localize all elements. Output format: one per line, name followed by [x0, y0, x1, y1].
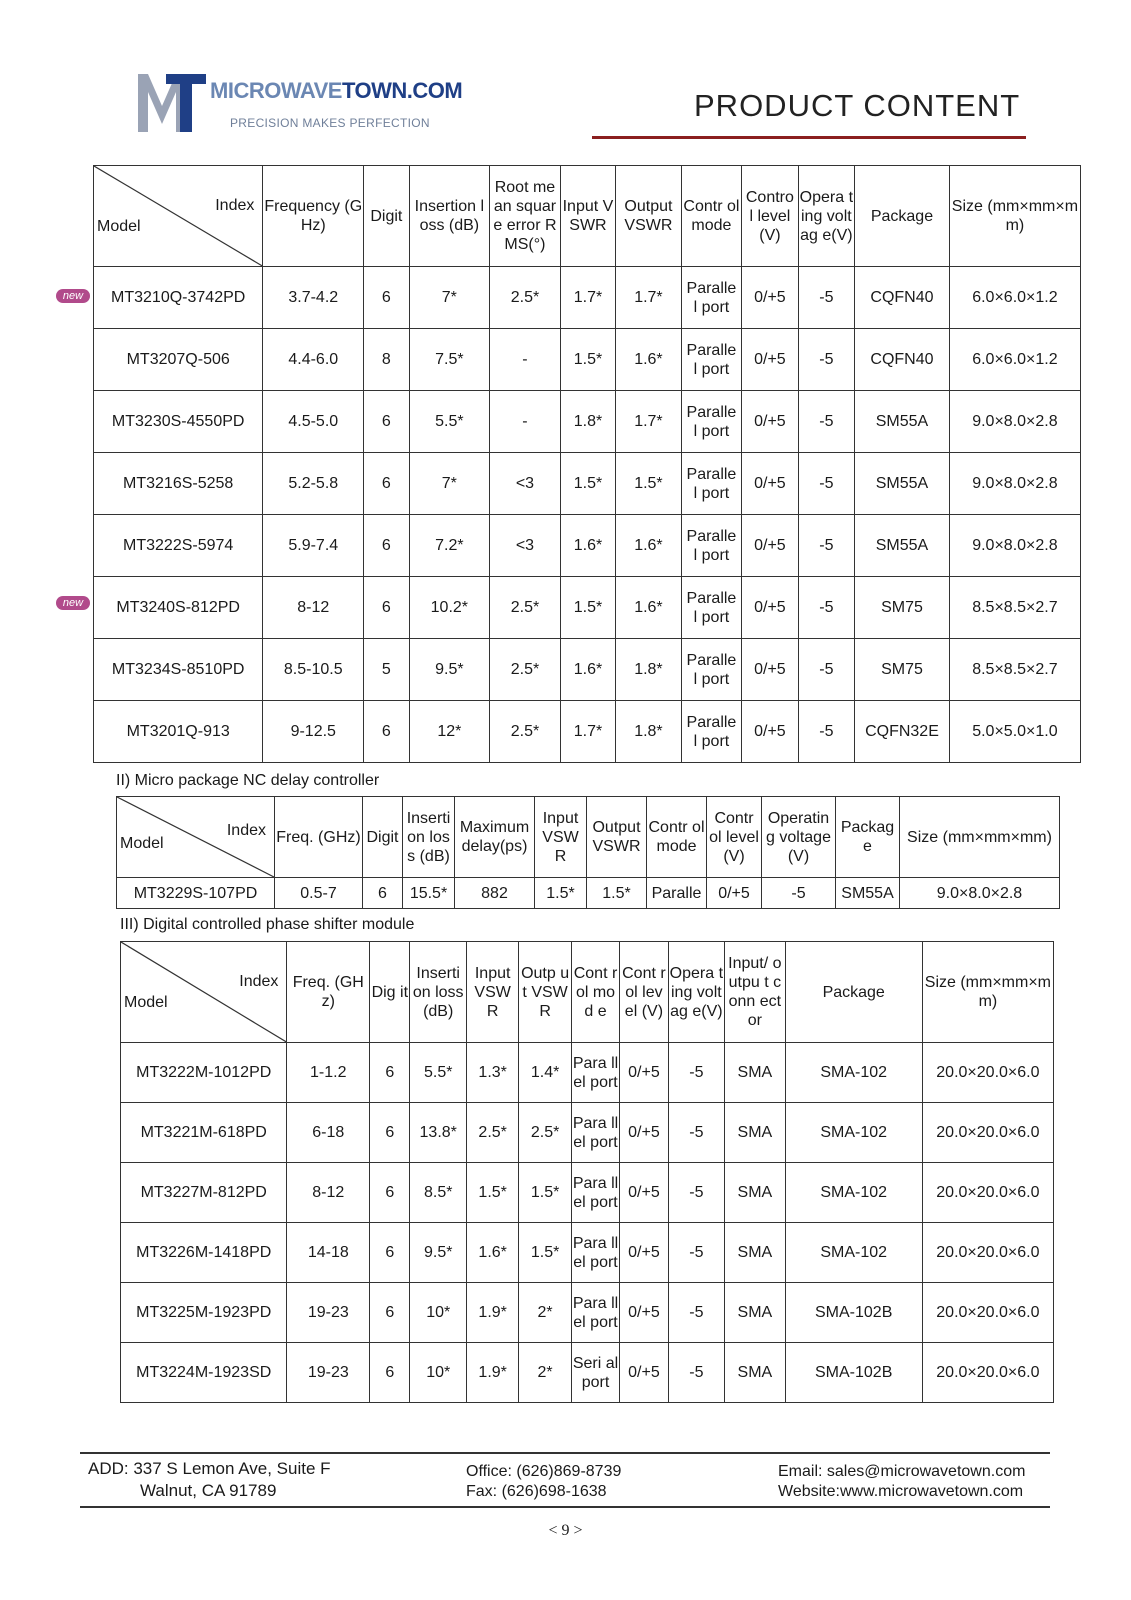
table-cell: 0/+5	[620, 1103, 668, 1163]
section-label: III) Digital controlled phase shifter module	[120, 916, 415, 933]
table-cell: 0/+5	[742, 639, 798, 701]
table-cell: SMA-102	[785, 1043, 922, 1103]
table-cell: -5	[668, 1223, 724, 1283]
table-cell: 0.5-7	[275, 878, 363, 909]
table-cell: 6	[370, 1283, 410, 1343]
table-cell: 0/+5	[742, 391, 798, 453]
table-cell: Para llel port	[571, 1223, 619, 1283]
column-header: Input VSW R	[466, 942, 518, 1043]
table-cell: 7.2*	[409, 515, 490, 577]
table-cell: SM75	[855, 577, 950, 639]
table-cell: 1.7*	[616, 267, 682, 329]
table-cell: Paralle l port	[681, 577, 741, 639]
table-cell: 1.8*	[616, 639, 682, 701]
footer-email: Email: sales@microwavetown.com	[778, 1463, 1026, 1480]
table-row	[94, 639, 1081, 701]
table-cell: CQFN32E	[855, 701, 950, 763]
table-cell: 9.5*	[409, 639, 490, 701]
table-row	[94, 391, 1081, 453]
column-header: Contr ol mode	[647, 797, 707, 878]
table-cell: 2*	[519, 1283, 571, 1343]
table-cell: 6	[370, 1163, 410, 1223]
table-cell: 4.5-5.0	[263, 391, 364, 453]
footer-bottom-rule	[80, 1506, 1050, 1508]
table-cell: 1.7*	[560, 267, 615, 329]
table-cell: -5	[798, 577, 854, 639]
table-cell: SMA	[725, 1163, 786, 1223]
table-cell: SMA-102	[785, 1103, 922, 1163]
table-cell: 9.0×8.0×2.8	[949, 453, 1080, 515]
table-cell: 6	[364, 391, 409, 453]
table-cell: 9.0×8.0×2.8	[949, 515, 1080, 577]
table-cell: SMA-102B	[785, 1283, 922, 1343]
table-header-row	[94, 166, 1081, 267]
table-cell: -5	[762, 878, 836, 909]
table-cell: 1.5*	[587, 878, 647, 909]
column-header: Input/ outpu t conn ector	[725, 942, 786, 1043]
table-cell: -5	[668, 1343, 724, 1403]
table-cell: 1.6*	[616, 515, 682, 577]
table-cell: -5	[798, 329, 854, 391]
table-cell: <3	[490, 453, 561, 515]
table-cell: -5	[668, 1163, 724, 1223]
table-cell: Paralle l port	[681, 391, 741, 453]
table-cell: 20.0×20.0×6.0	[922, 1043, 1053, 1103]
column-header: Size (mm×mm×mm)	[900, 797, 1060, 878]
phase-shifter-module-table	[120, 941, 1054, 1403]
table-cell: 6	[364, 267, 409, 329]
table-cell: Seri al port	[571, 1343, 619, 1403]
table-cell: SM75	[855, 639, 950, 701]
table-cell: <3	[490, 515, 561, 577]
column-header: Frequency (GHz)	[263, 166, 364, 267]
table-cell: 882	[455, 878, 535, 909]
column-header: Contr ol mode	[681, 166, 741, 267]
column-header: Insertion loss (dB)	[409, 166, 490, 267]
table-row	[121, 1283, 1054, 1343]
table-cell: 6	[370, 1043, 410, 1103]
model-cell: MT3240S-812PD	[94, 577, 263, 639]
table-cell: Paralle l port	[681, 453, 741, 515]
table-cell: 9.5*	[410, 1223, 466, 1283]
table-cell: 1.5*	[560, 577, 615, 639]
table-cell: 1.4*	[519, 1043, 571, 1103]
table-cell: Para llel port	[571, 1103, 619, 1163]
column-header: Cont rol level (V)	[620, 942, 668, 1043]
column-header: Maximum delay(ps)	[455, 797, 535, 878]
column-header: Digit	[363, 797, 403, 878]
table-cell: -	[490, 329, 561, 391]
table-row	[117, 878, 1060, 909]
table-cell: 1.5*	[560, 453, 615, 515]
table-cell: 1-1.2	[287, 1043, 370, 1103]
column-header: Operatin g voltage (V)	[762, 797, 836, 878]
model-cell: MT3226M-1418PD	[121, 1223, 287, 1283]
table-cell: 2*	[519, 1343, 571, 1403]
table-cell: SMA	[725, 1283, 786, 1343]
table-cell: -5	[798, 391, 854, 453]
table-cell: 1.5*	[519, 1163, 571, 1223]
table-row	[121, 1343, 1054, 1403]
table-cell: Para llel port	[571, 1163, 619, 1223]
table-cell: 13.8*	[410, 1103, 466, 1163]
table-cell: 1.9*	[466, 1343, 518, 1403]
column-header: Inserti on loss (dB)	[403, 797, 455, 878]
table-cell: 0/+5	[620, 1043, 668, 1103]
table-header-row	[117, 797, 1060, 878]
table-cell: 1.5*	[466, 1163, 518, 1223]
table-cell: 6	[370, 1343, 410, 1403]
table-cell: 1.5*	[560, 329, 615, 391]
footer-office-phone: Office: (626)869-8739	[466, 1463, 622, 1480]
table-row	[94, 577, 1081, 639]
model-cell: MT3221M-618PD	[121, 1103, 287, 1163]
model-cell: MT3229S-107PD	[117, 878, 275, 909]
column-header: Cont rol mod e	[571, 942, 619, 1043]
table-cell: -5	[798, 639, 854, 701]
table-cell: 6	[363, 878, 403, 909]
title-underline	[592, 136, 1026, 139]
table-cell: SMA	[725, 1223, 786, 1283]
table-cell: -5	[668, 1283, 724, 1343]
column-header: Output VSWR	[587, 797, 647, 878]
column-header: Input VSWR	[560, 166, 615, 267]
table-cell: Paralle l port	[681, 515, 741, 577]
table-cell: 8	[364, 329, 409, 391]
table-row	[121, 1163, 1054, 1223]
table-cell: 2.5*	[490, 577, 561, 639]
table-cell: 1.6*	[616, 577, 682, 639]
table-cell: 2.5*	[466, 1103, 518, 1163]
footer-address-line2: Walnut, CA 91789	[140, 1481, 277, 1500]
table-cell: 4.4-6.0	[263, 329, 364, 391]
table-row	[94, 267, 1081, 329]
table-cell: 6-18	[287, 1103, 370, 1163]
column-header: Opera ting voltag e(V)	[668, 942, 724, 1043]
table-cell: CQFN40	[855, 329, 950, 391]
table-cell: Paralle l port	[681, 701, 741, 763]
column-header: Outp ut VSW R	[519, 942, 571, 1043]
model-cell: MT3224M-1923SD	[121, 1343, 287, 1403]
table-cell: 0/+5	[742, 329, 798, 391]
table-cell: -5	[798, 701, 854, 763]
model-cell: MT3201Q-913	[94, 701, 263, 763]
index-model-header: Index Model	[117, 797, 275, 878]
index-model-header: Index Model	[121, 942, 287, 1043]
table-cell: 20.0×20.0×6.0	[922, 1283, 1053, 1343]
table-cell: 6	[364, 577, 409, 639]
model-cell: MT3222M-1012PD	[121, 1043, 287, 1103]
table-cell: 0/+5	[742, 515, 798, 577]
table-cell: 8-12	[287, 1163, 370, 1223]
table-cell: 8.5×8.5×2.7	[949, 639, 1080, 701]
table-cell: 1.3*	[466, 1043, 518, 1103]
table-cell: 6.0×6.0×1.2	[949, 267, 1080, 329]
table-row	[94, 701, 1081, 763]
table-cell: 2.5*	[490, 267, 561, 329]
table-cell: 0/+5	[707, 878, 762, 909]
model-cell: MT3207Q-506	[94, 329, 263, 391]
table-cell: 1.6*	[616, 329, 682, 391]
column-header: Output VSWR	[616, 166, 682, 267]
table-row	[121, 1103, 1054, 1163]
logo-wordmark: MICROWAVETOWN.COM	[210, 78, 463, 103]
table-cell: 6	[370, 1103, 410, 1163]
table-cell: 5.9-7.4	[263, 515, 364, 577]
table-cell: 1.5*	[616, 453, 682, 515]
column-header: Package	[785, 942, 922, 1043]
table-cell: 5.2-5.8	[263, 453, 364, 515]
column-header: Contro l level (V)	[742, 166, 798, 267]
table-cell: 9.0×8.0×2.8	[949, 391, 1080, 453]
table-cell: SM55A	[855, 453, 950, 515]
table-cell: 1.6*	[466, 1223, 518, 1283]
footer-fax: Fax: (626)698-1638	[466, 1483, 607, 1500]
table-cell: 8.5×8.5×2.7	[949, 577, 1080, 639]
table-cell: 6.0×6.0×1.2	[949, 329, 1080, 391]
table-cell: 9-12.5	[263, 701, 364, 763]
table-cell: 14-18	[287, 1223, 370, 1283]
new-badge: new	[56, 596, 90, 610]
column-header: Root mean square error RMS(°)	[490, 166, 561, 267]
column-header: Input VSW R	[535, 797, 587, 878]
table-cell: 0/+5	[742, 267, 798, 329]
table-cell: 20.0×20.0×6.0	[922, 1223, 1053, 1283]
table-cell: 5.5*	[410, 1043, 466, 1103]
table-cell: 1.5*	[519, 1223, 571, 1283]
table-cell: 5	[364, 639, 409, 701]
logo-tagline: PRECISION MAKES PERFECTION	[230, 116, 430, 130]
table-cell: SMA-102	[785, 1163, 922, 1223]
table-cell: 5.5*	[409, 391, 490, 453]
table-row	[94, 453, 1081, 515]
table-cell: 10*	[410, 1343, 466, 1403]
table-cell: SMA-102	[785, 1223, 922, 1283]
column-header: Digit	[364, 166, 409, 267]
table-cell: 1.5*	[535, 878, 587, 909]
phase-shifter-table	[93, 165, 1081, 763]
table-row	[94, 329, 1081, 391]
model-cell: MT3222S-5974	[94, 515, 263, 577]
table-cell: SM55A	[855, 391, 950, 453]
column-header: Contr ol level (V)	[707, 797, 762, 878]
table-cell: 1.7*	[560, 701, 615, 763]
footer-top-rule	[80, 1452, 1050, 1454]
table-cell: 1.9*	[466, 1283, 518, 1343]
table-cell: 20.0×20.0×6.0	[922, 1163, 1053, 1223]
table-cell: 2.5*	[490, 701, 561, 763]
table-cell: 19-23	[287, 1343, 370, 1403]
table-cell: 6	[364, 453, 409, 515]
table-cell: 1.6*	[560, 515, 615, 577]
table-cell: SM55A	[855, 515, 950, 577]
column-header: Freq. (GHz)	[275, 797, 363, 878]
table-cell: -5	[668, 1103, 724, 1163]
column-header: Size (mm×mm×mm)	[922, 942, 1053, 1043]
table-cell: 1.8*	[616, 701, 682, 763]
new-badge: new	[56, 289, 90, 303]
table-cell: SMA	[725, 1043, 786, 1103]
table-cell: SMA	[725, 1343, 786, 1403]
column-header: Inserti on loss (dB)	[410, 942, 466, 1043]
table-cell: CQFN40	[855, 267, 950, 329]
table-cell: 0/+5	[742, 577, 798, 639]
column-header: Packag e	[836, 797, 900, 878]
table-cell: 19-23	[287, 1283, 370, 1343]
column-header: Freq. (GHz)	[287, 942, 370, 1043]
mt-logo-icon	[138, 72, 208, 134]
table-row	[121, 1223, 1054, 1283]
model-cell: MT3234S-8510PD	[94, 639, 263, 701]
table-cell: 10.2*	[409, 577, 490, 639]
table-cell: 2.5*	[519, 1103, 571, 1163]
table-cell: 8.5-10.5	[263, 639, 364, 701]
table-cell: 0/+5	[620, 1343, 668, 1403]
table-cell: 5.0×5.0×1.0	[949, 701, 1080, 763]
company-logo	[138, 72, 463, 142]
column-header: Package	[855, 166, 950, 267]
table-cell: 0/+5	[620, 1283, 668, 1343]
table-cell: 15.5*	[403, 878, 455, 909]
page-number: < 9 >	[548, 1522, 583, 1539]
table-cell: 9.0×8.0×2.8	[900, 878, 1060, 909]
table-cell: Paralle	[647, 878, 707, 909]
table-cell: -	[490, 391, 561, 453]
table-cell: 1.6*	[560, 639, 615, 701]
column-header: Dig it	[370, 942, 410, 1043]
table-cell: -5	[798, 515, 854, 577]
model-cell: MT3230S-4550PD	[94, 391, 263, 453]
table-row	[121, 1043, 1054, 1103]
index-model-header: Index Model	[94, 166, 263, 267]
table-cell: SMA-102B	[785, 1343, 922, 1403]
table-cell: 1.8*	[560, 391, 615, 453]
table-cell: 6	[364, 515, 409, 577]
section-label: II) Micro package NC delay controller	[116, 772, 380, 789]
table-cell: 10*	[410, 1283, 466, 1343]
model-cell: MT3210Q-3742PD	[94, 267, 263, 329]
model-cell: MT3216S-5258	[94, 453, 263, 515]
column-header: Size (mm×mm×mm)	[949, 166, 1080, 267]
table-header-row	[121, 942, 1054, 1043]
table-cell: -5	[668, 1043, 724, 1103]
table-cell: -5	[798, 267, 854, 329]
footer-website: Website:www.microwavetown.com	[778, 1483, 1024, 1500]
table-cell: 20.0×20.0×6.0	[922, 1343, 1053, 1403]
table-cell: 0/+5	[620, 1163, 668, 1223]
table-row	[94, 515, 1081, 577]
table-cell: 20.0×20.0×6.0	[922, 1103, 1053, 1163]
table-cell: 6	[370, 1223, 410, 1283]
table-cell: 12*	[409, 701, 490, 763]
table-cell: Paralle l port	[681, 639, 741, 701]
table-cell: Para llel port	[571, 1283, 619, 1343]
table-cell: 8.5*	[410, 1163, 466, 1223]
footer-address-line1: ADD: 337 S Lemon Ave, Suite F	[88, 1459, 331, 1478]
table-cell: 7*	[409, 267, 490, 329]
table-cell: 7.5*	[409, 329, 490, 391]
table-cell: 7*	[409, 453, 490, 515]
table-cell: Paralle l port	[681, 267, 741, 329]
table-cell: Para llel port	[571, 1043, 619, 1103]
table-cell: 2.5*	[490, 639, 561, 701]
table-cell: 6	[364, 701, 409, 763]
table-cell: 3.7-4.2	[263, 267, 364, 329]
table-cell: 0/+5	[742, 701, 798, 763]
table-cell: 0/+5	[620, 1223, 668, 1283]
table-cell: 8-12	[263, 577, 364, 639]
table-cell: -5	[798, 453, 854, 515]
delay-controller-table	[116, 796, 1060, 909]
table-cell: SMA	[725, 1103, 786, 1163]
table-cell: SM55A	[836, 878, 900, 909]
model-cell: MT3225M-1923PD	[121, 1283, 287, 1343]
table-cell: 1.7*	[616, 391, 682, 453]
model-cell: MT3227M-812PD	[121, 1163, 287, 1223]
table-cell: 0/+5	[742, 453, 798, 515]
column-header: Opera ting voltag e(V)	[798, 166, 854, 267]
page-title: PRODUCT CONTENT	[694, 88, 1021, 123]
table-cell: Paralle l port	[681, 329, 741, 391]
